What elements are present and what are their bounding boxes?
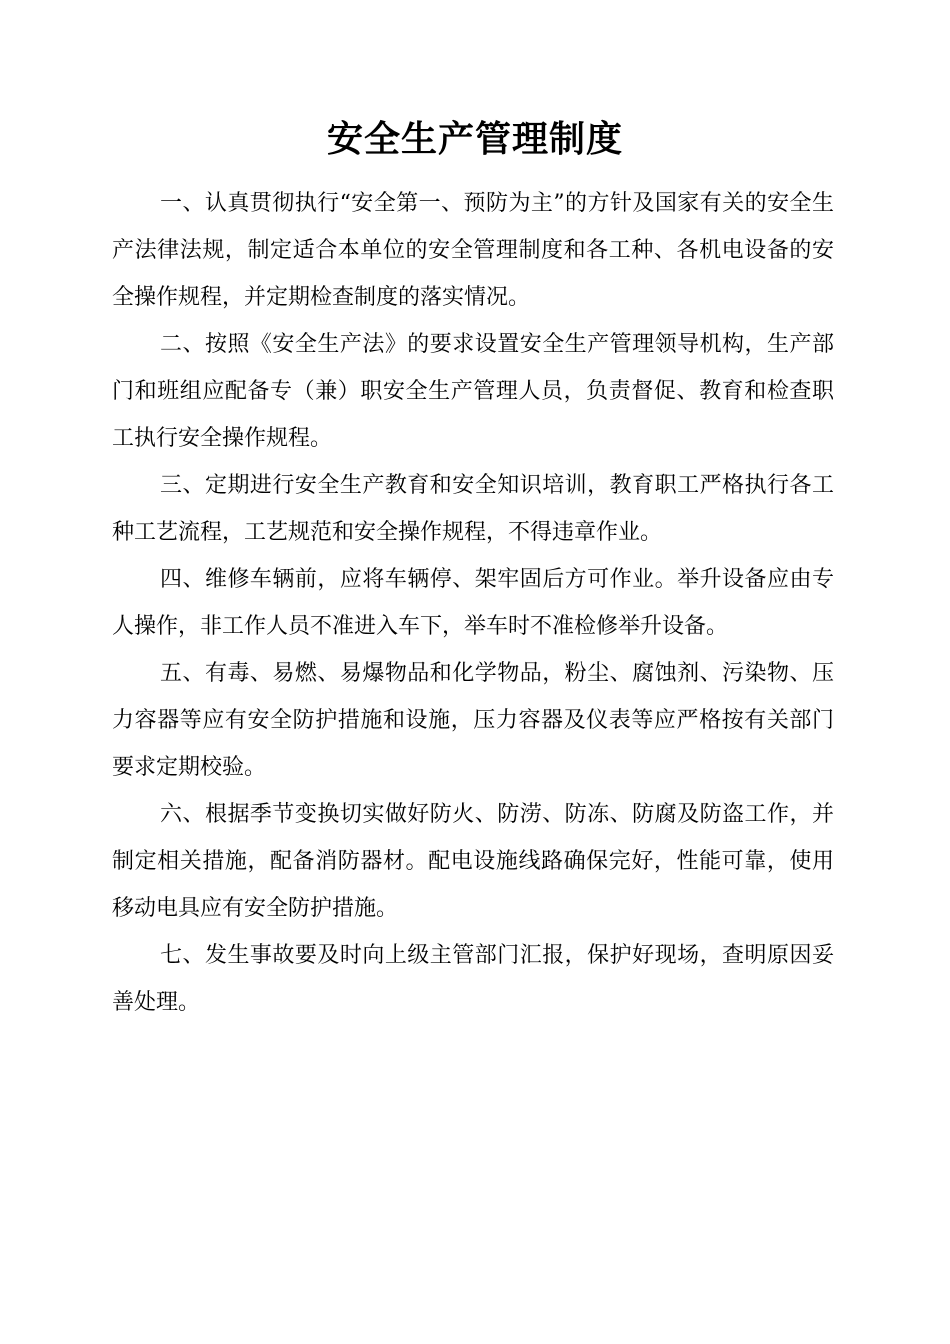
document-body: [112, 180, 834, 1026]
paragraph-2: 二、按照《安全生产法》的要求设置安全生产管理领导机构，生产部门和班组应配备专（兼）职安全生产管理人员，负责督促、教育和检查职工执行安全操作规程。: [112, 332, 834, 451]
paragraph-1: 一、认真贯彻执行“安全第一、预防为主”的方针及国家有关的安全生产法律法规，制定适合本单位的安全管理制度和各工种、各机电设备的安全操作规程，并定期检查制度的落实情况。: [112, 191, 834, 310]
paragraph-4: 四、维修车辆前，应将车辆停、架牢固后方可作业。举升设备应由专人操作，非工作人员不准进入车下，举车时不准检修举升设备。: [112, 567, 834, 639]
paragraph-6: 六、根据季节变换切实做好防火、防涝、防冻、防腐及防盗工作，并制定相关措施，配备消防器材。配电设施线路确保完好，性能可靠，使用移动电具应有安全防护措施。: [112, 802, 834, 921]
document-title: 安全生产管理制度: [326, 119, 623, 160]
paragraph-7: 七、发生事故要及时向上级主管部门汇报，保护好现场，查明原因妥善处理。: [112, 943, 834, 1015]
paragraph-3: 三、定期进行安全生产教育和安全知识培训，教育职工严格执行各工种工艺流程，工艺规范和安全操作规程，不得违章作业。: [112, 473, 834, 545]
paragraph-5: 五、有毒、易燃、易爆物品和化学物品，粉尘、腐蚀剂、污染物、压力容器等应有安全防护措施和设施，压力容器及仪表等应严格按有关部门要求定期校验。: [112, 661, 834, 780]
